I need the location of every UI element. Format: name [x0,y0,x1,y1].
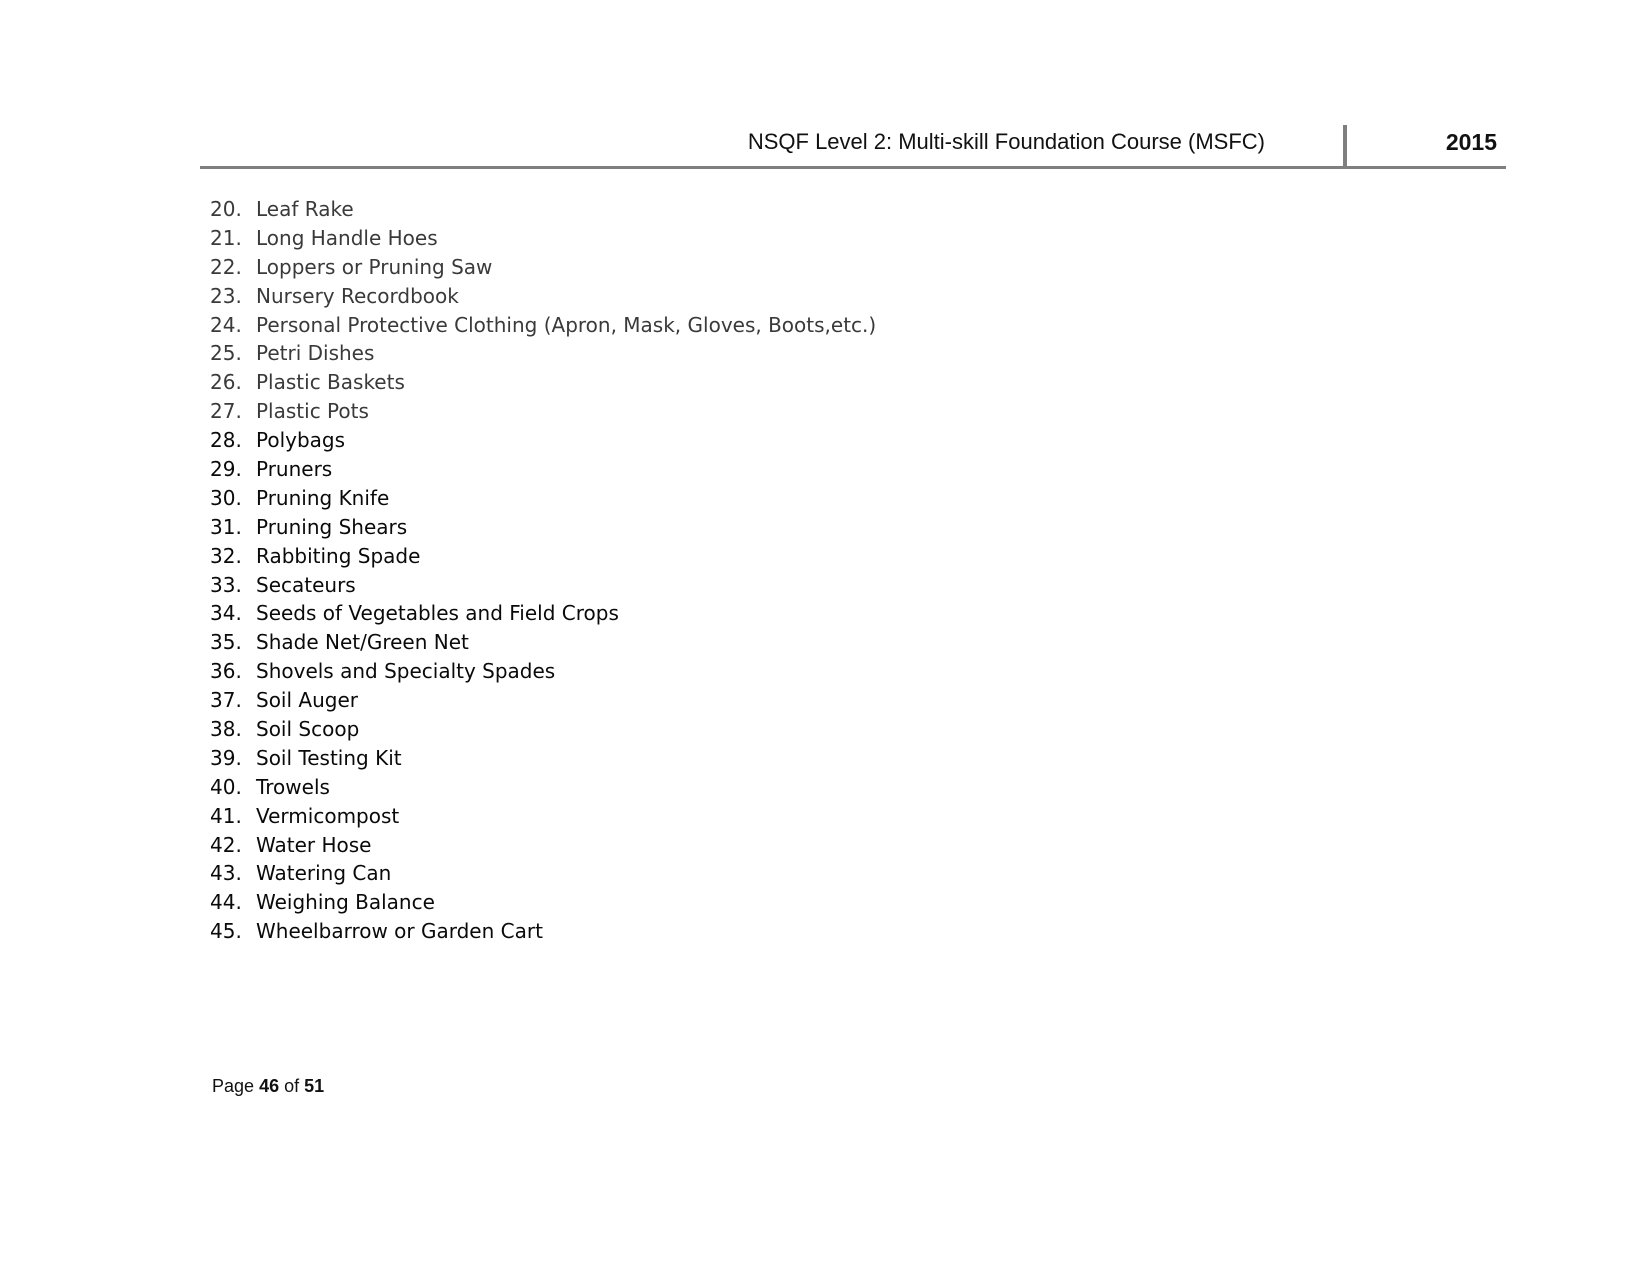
list-item-number: 41. [210,803,242,828]
page-footer [212,1074,324,1098]
list-item-number: 20. [210,197,242,221]
list-item-number: 27. [210,399,242,424]
tool-list [210,195,876,946]
list-item-text: Shade Net/Green Net [256,630,469,655]
list-item [210,542,876,571]
page-label: Page [212,1076,255,1096]
list-item-number: 22. [210,254,242,279]
list-item-number: 35. [210,630,242,655]
list-item [210,773,876,802]
list-item-number: 43. [210,861,242,886]
list-item-text: Soil Auger [256,688,358,713]
list-item-text: Leaf Rake [256,197,354,221]
list-item [210,224,876,253]
list-item-text: Loppers or Pruning Saw [256,254,493,279]
list-item [210,339,876,368]
list-item-number: 36. [210,659,242,684]
list-item-number: 28. [210,428,242,453]
list-item [210,744,876,773]
list-item-number: 45. [210,919,242,944]
list-item-number: 39. [210,745,242,770]
list-item-text: Trowels [256,774,330,799]
list-item-text: Vermicompost [256,803,400,828]
list-item-text: Soil Scoop [256,717,360,742]
list-item-number: 24. [210,312,242,337]
list-item-text: Secateurs [256,572,356,597]
list-item-text: Plastic Pots [256,399,369,424]
list-item [210,282,876,311]
header-divider [1343,125,1347,167]
list-item-number: 30. [210,485,242,510]
list-item [210,253,876,282]
list-item-text: Pruning Shears [256,514,408,539]
list-item [210,311,876,340]
list-item-text: Nursery Recordbook [256,283,459,308]
list-item-text: Pruning Knife [256,485,390,510]
list-item [210,831,876,860]
list-item-number: 42. [210,832,242,857]
list-item [210,484,876,513]
list-item [210,426,876,455]
list-item-number: 29. [210,457,242,482]
list-item-number: 44. [210,890,242,915]
list-item-number: 34. [210,601,242,626]
page-of-label: of [284,1076,300,1096]
list-item-number: 32. [210,543,242,568]
list-item-text: Rabbiting Spade [256,543,421,568]
list-item [210,715,876,744]
list-item-number: 38. [210,717,242,742]
list-item-number: 26. [210,370,242,395]
list-item-text: Plastic Baskets [256,370,405,395]
list-item [210,628,876,657]
list-item-number: 31. [210,514,242,539]
page-current: 46 [259,1076,280,1096]
list-item-text: Weighing Balance [256,890,435,915]
list-item [210,455,876,484]
list-item [210,513,876,542]
list-item-number: 21. [210,225,242,250]
list-item [210,195,876,224]
list-item [210,599,876,628]
page-total: 51 [304,1076,325,1096]
list-item [210,571,876,600]
header-rule [200,166,1506,169]
list-item [210,802,876,831]
list-item [210,859,876,888]
list-item-number: 33. [210,572,242,597]
list-item [210,917,876,946]
list-item [210,686,876,715]
list-item-number: 37. [210,688,242,713]
running-header-title: NSQF Level 2: Multi-skill Foundation Course (MSFC) [747,129,1265,154]
list-item-text: Water Hose [256,832,372,857]
list-item-text: Wheelbarrow or Garden Cart [256,919,543,944]
list-item [210,397,876,426]
list-item-text: Soil Testing Kit [256,745,402,770]
list-item-text: Polybags [256,428,346,453]
list-item-text: Personal Protective Clothing (Apron, Mask, Gloves, Boots,etc.) [256,312,877,337]
list-item-text: Pruners [256,457,333,482]
list-item-number: 40. [210,774,242,799]
list-item-text: Long Handle Hoes [256,225,438,250]
running-header-year: 2015 [1445,129,1497,155]
list-item-number: 25. [210,341,242,366]
list-item [210,657,876,686]
list-item [210,368,876,397]
list-item-text: Petri Dishes [256,341,375,366]
list-item-text: Shovels and Specialty Spades [256,659,556,684]
list-item-text: Watering Can [256,861,392,886]
list-item-text: Seeds of Vegetables and Field Crops [256,601,619,626]
list-item-number: 23. [210,283,242,308]
list-item [210,888,876,917]
